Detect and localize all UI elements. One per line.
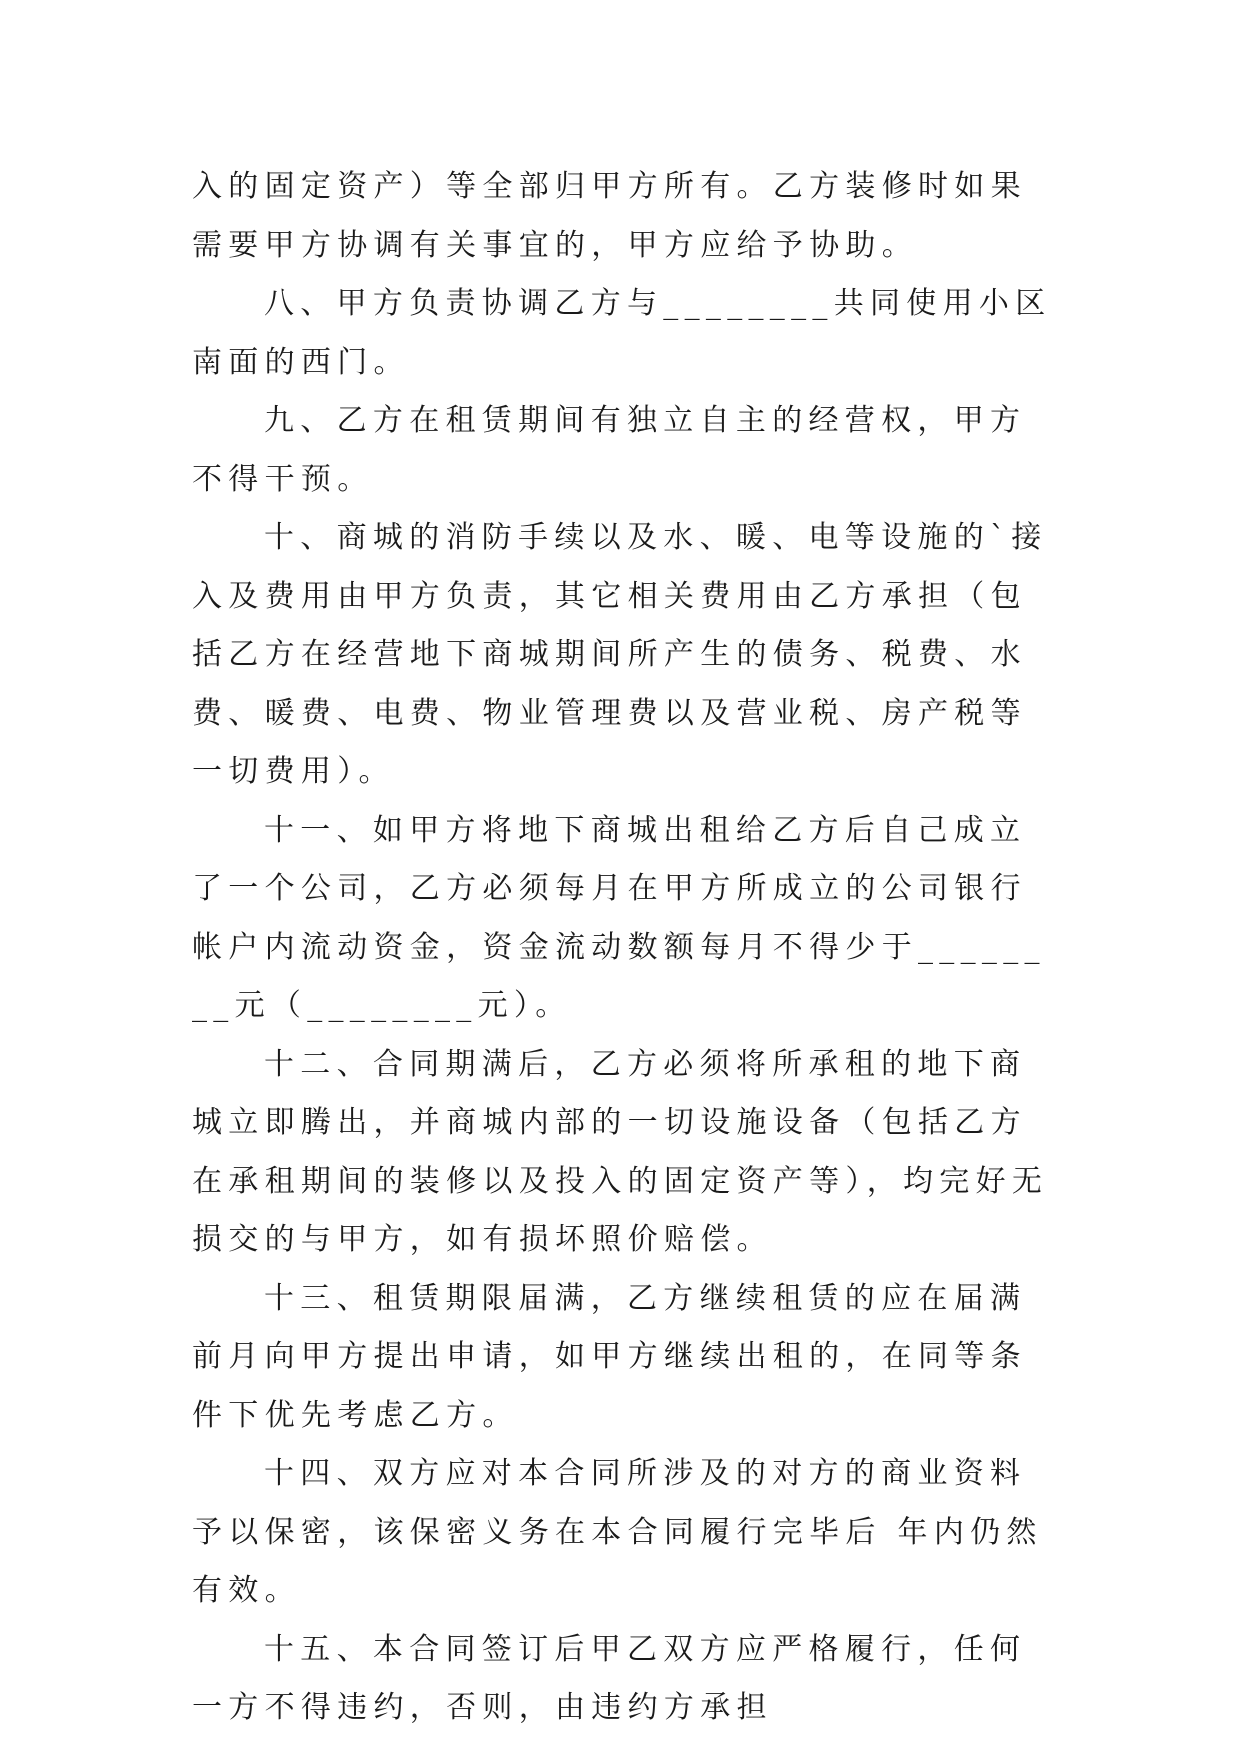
clause-13: 十三、租赁期限届满，乙方继续租赁的应在届满前月向甲方提出申请，如甲方继续出租的，在同等条件下优先考虑乙方。 (192, 1280, 1027, 1433)
paragraph-continuation: 入的固定资产）等全部归甲方所有。乙方装修时如果需要甲方协调有关事宜的，甲方应给予协助。 (192, 169, 1027, 263)
clause-8: 八、甲方负责协调乙方与________共同使用小区南面的西门。 (192, 286, 1052, 380)
clause-11: 十一、如甲方将地下商城出租给乙方后自己成立了一个公司，乙方必须每月在甲方所成立的公司银行帐户内流动资金，资金流动数额每月不得少于________元（________元）。 (192, 812, 1046, 1023)
document-body (192, 158, 1062, 1738)
clause-10: 十、商城的消防手续以及水、暖、电等设施的`接入及费用由甲方负责，其它相关费用由乙方承担（包括乙方在经营地下商城期间所产生的债务、税费、水费、暖费、电费、物业管理费以及营业税、房产税等一切费用）。 (192, 520, 1048, 789)
clause-9: 九、乙方在租赁期间有独立自主的经营权，甲方不得干预。 (192, 403, 1027, 497)
clause-12: 十二、合同期满后，乙方必须将所承租的地下商城立即腾出，并商城内部的一切设施设备（包括乙方在承租期间的装修以及投入的固定资产等），均完好无损交的与甲方，如有损坏照价赔偿。 (192, 1046, 1049, 1257)
clause-14: 十四、双方应对本合同所涉及的对方的商业资料予以保密，该保密义务在本合同履行完毕后 年内仍然有效。 (192, 1456, 1043, 1608)
clause-15: 十五、本合同签订后甲乙双方应严格履行，任何一方不得违约，否则，由违约方承担 (192, 1631, 1027, 1725)
